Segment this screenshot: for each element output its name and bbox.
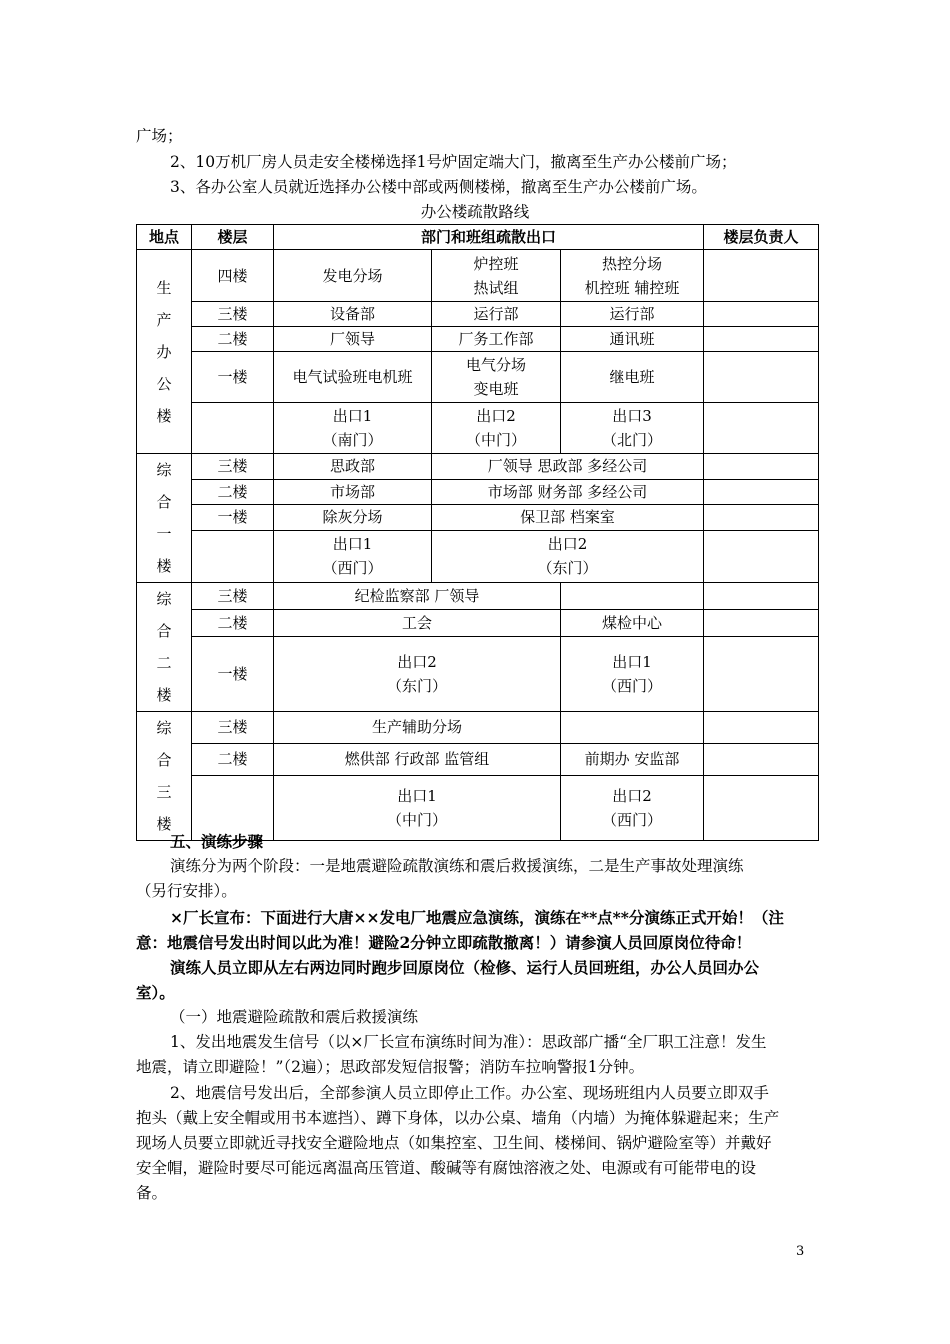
table-cell: [561, 583, 704, 610]
floor-label: 三楼: [192, 454, 274, 480]
floor-label: 一楼: [192, 352, 274, 403]
owner-cell: [704, 712, 819, 744]
table-row: [137, 352, 819, 403]
owner-cell: [704, 327, 819, 352]
table-row: [137, 743, 819, 775]
owner-cell: [704, 454, 819, 480]
table-cell: 厂领导 思政部 多经公司: [432, 454, 704, 480]
floor-label: 三楼: [192, 712, 274, 744]
intro-line-1: 广场；: [136, 127, 183, 145]
table-cell: 炉控班 热试组: [432, 250, 561, 302]
floor-label: 三楼: [192, 302, 274, 327]
header-owner: 楼层负责人: [704, 225, 819, 250]
header-exits: 部门和班组疏散出口: [274, 225, 704, 250]
table-cell: 厂务工作部: [432, 327, 561, 352]
table-cell: 通讯班: [561, 327, 704, 352]
exit-cell: 出口2 （西门）: [561, 775, 704, 840]
owner-cell: [704, 403, 819, 454]
table-cell: [192, 530, 274, 582]
table-row: [137, 403, 819, 454]
table-cell: 工会: [274, 610, 561, 637]
table-cell: 市场部 财务部 多经公司: [432, 479, 704, 505]
exit-cell: 出口2 （东门）: [274, 637, 561, 712]
page-number: 3: [796, 1244, 805, 1259]
paragraph-line: 现场人员要立即就近寻找安全避险地点（如集控室、卫生间、楼梯间、锅炉避险室等）并戴好: [136, 1134, 772, 1152]
header-place: 地点: [137, 225, 192, 250]
table-row: [137, 327, 819, 352]
table-row: [137, 637, 819, 712]
paragraph-line: 2、地震信号发出后，全部参演人员立即停止工作。办公室、现场班组内人员要立即双手: [170, 1084, 769, 1102]
floor-label: 一楼: [192, 505, 274, 531]
owner-cell: [704, 610, 819, 637]
table-cell: 燃供部 行政部 监管组: [274, 743, 561, 775]
exit-cell: 出口1 （西门）: [274, 530, 432, 582]
table-row: [137, 479, 819, 505]
paragraph-line: （另行安排）。: [136, 882, 237, 900]
table-cell: 生产辅助分场: [274, 712, 561, 744]
table-cell: 发电分场: [274, 250, 432, 302]
building-production-office: 生 产 办 公 楼: [137, 250, 192, 454]
exit-cell: 出口2 （东门）: [432, 530, 704, 582]
section-heading: 五、演练步骤: [170, 832, 264, 851]
building-complex-2: 综 合 二 楼: [137, 583, 192, 712]
floor-label: 一楼: [192, 637, 274, 712]
floor-label: 二楼: [192, 327, 274, 352]
floor-label: 三楼: [192, 583, 274, 610]
header-floor: 楼层: [192, 225, 274, 250]
table-cell: 热控分场 机控班 辅控班: [561, 250, 704, 302]
owner-cell: [704, 530, 819, 582]
table-row: [137, 505, 819, 531]
exit-cell: 出口1 （南门）: [274, 403, 432, 454]
paragraph-line: 安全帽，避险时要尽可能远离温高压管道、酸碱等有腐蚀溶液之处、电源或有可能带电的设: [136, 1159, 757, 1177]
owner-cell: [704, 302, 819, 327]
table-cell: 设备部: [274, 302, 432, 327]
table-cell: 电气试验班电机班: [274, 352, 432, 403]
table-row: [137, 250, 819, 302]
table-row: [137, 530, 819, 582]
table-cell: 前期办 安监部: [561, 743, 704, 775]
building-complex-3: 综 合 三 楼: [137, 712, 192, 841]
owner-cell: [704, 637, 819, 712]
instruction-line: 演练人员立即从左右两边同时跑步回原岗位（检修、运行人员回班组，办公人员回办公: [170, 958, 760, 977]
table-cell: 运行部: [561, 302, 704, 327]
announcement-line: ×厂长宣布：下面进行大唐××发电厂地震应急演练，演练在**点**分演练正式开始！（注: [170, 908, 784, 927]
intro-line-3: 3、各办公室人员就近选择办公楼中部或两侧楼梯，撤离至生产办公楼前广场。: [170, 178, 707, 196]
owner-cell: [704, 583, 819, 610]
table-row: [137, 610, 819, 637]
table-row: [137, 583, 819, 610]
paragraph-line: 演练分为两个阶段：一是地震避险疏散演练和震后救援演练，二是生产事故处理演练: [170, 857, 744, 875]
table-header-row: [137, 225, 819, 250]
table-cell: 煤检中心: [561, 610, 704, 637]
exit-cell: 出口1 （中门）: [274, 775, 561, 840]
table-row: [137, 454, 819, 480]
table-cell: [192, 403, 274, 454]
floor-label: 二楼: [192, 610, 274, 637]
instruction-line: 室）。: [136, 983, 175, 1002]
exit-cell: 出口3 （北门）: [561, 403, 704, 454]
paragraph-line: 备。: [136, 1184, 168, 1202]
floor-label: 四楼: [192, 250, 274, 302]
table-cell: 电气分场 变电班: [432, 352, 561, 403]
table-cell: 保卫部 档案室: [432, 505, 704, 531]
intro-line-2: 2、10万机厂房人员走安全楼梯选择1号炉固定端大门，撤离至生产办公楼前广场；: [170, 153, 737, 171]
paragraph-line: 1、发出地震发生信号（以×厂长宣布演练时间为准）：思政部广播“全厂职工注意！发生: [170, 1033, 767, 1051]
announcement-line: 意：地震信号发出时间以此为准！避险2分钟立即疏散撤离！）请参演人员回原岗位待命！: [136, 933, 752, 952]
table-cell: 继电班: [561, 352, 704, 403]
table-row: [137, 712, 819, 744]
floor-label: 二楼: [192, 743, 274, 775]
building-complex-1: 综 合 一 楼: [137, 454, 192, 583]
paragraph-line: 地震，请立即避险！”（2遍）；思政部发短信报警；消防车拉响警报1分钟。: [136, 1058, 645, 1076]
floor-label: 二楼: [192, 479, 274, 505]
table-cell: 厂领导: [274, 327, 432, 352]
owner-cell: [704, 775, 819, 840]
evacuation-route-table: [136, 224, 819, 841]
table-cell: 除灰分场: [274, 505, 432, 531]
owner-cell: [704, 479, 819, 505]
paragraph-line: 抱头（戴上安全帽或用书本遮挡）、蹲下身体，以办公桌、墙角（内墙）为掩体躲避起来；生产: [136, 1109, 780, 1127]
table-row: [137, 302, 819, 327]
owner-cell: [704, 352, 819, 403]
table-cell: 思政部: [274, 454, 432, 480]
table-cell: 市场部: [274, 479, 432, 505]
table-cell: 运行部: [432, 302, 561, 327]
exit-cell: 出口2 （中门）: [432, 403, 561, 454]
owner-cell: [704, 250, 819, 302]
table-cell: [561, 712, 704, 744]
subsection-heading: （一）地震避险疏散和震后救援演练: [170, 1008, 419, 1026]
exit-cell: 出口1 （西门）: [561, 637, 704, 712]
table-caption: 办公楼疏散路线: [420, 203, 530, 221]
owner-cell: [704, 743, 819, 775]
table-cell: 纪检监察部 厂领导: [274, 583, 561, 610]
owner-cell: [704, 505, 819, 531]
